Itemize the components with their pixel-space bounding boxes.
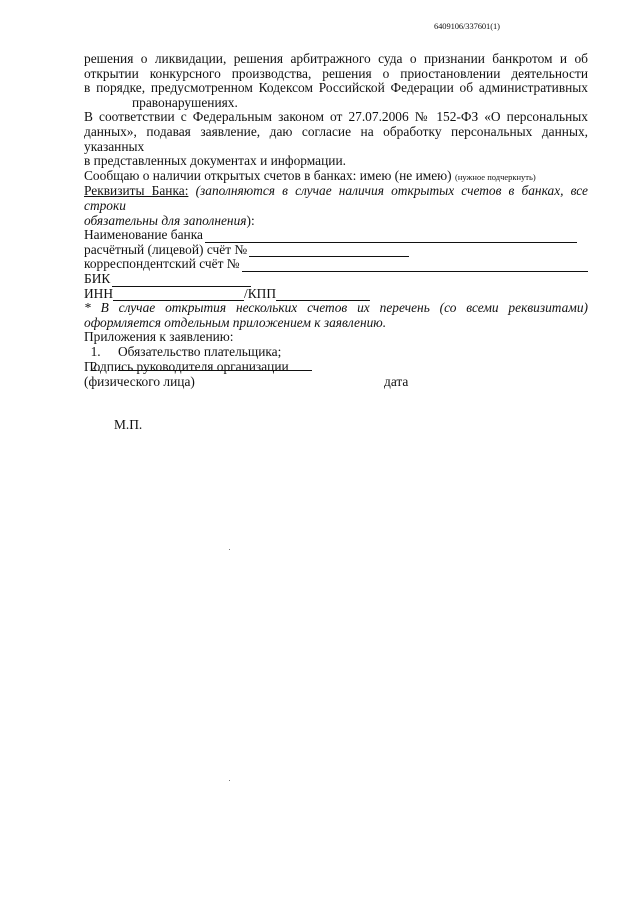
attachment-item [104,345,588,360]
account-label: расчётный (лицевой) счёт № [84,241,248,257]
inn-label: ИНН [84,285,114,301]
corr-account-label: корреспондентский счёт № [84,256,240,272]
bank-name-label: Наименование банка [84,227,203,243]
footnote-line: * В случае открытия нескольких счетов их перечень (со всеми реквизитами) [84,300,588,316]
bank-details [84,184,588,301]
signature-sublabel: (физического лица) [84,373,195,389]
date-label: дата [384,373,409,389]
document-body [84,52,588,375]
accounts-statement [84,169,588,185]
footnote [84,301,588,330]
bank-name-row [84,228,588,243]
signature-block [84,360,588,389]
bank-name-field[interactable] [205,231,577,243]
paragraph-line: в представленных документах и информации. [84,153,346,169]
account-field[interactable] [249,245,409,257]
bank-heading-line [84,184,588,213]
paragraph-line: В соответствии с Федеральным законом от 27.07.2006 № 152-ФЗ «О персональных [84,109,588,125]
liquidation-paragraph [84,52,588,110]
paragraph-line: данных», подавая заявление, даю согласие на обработку персональных данных, указанных [84,123,588,154]
corr-account-row [84,257,588,272]
scan-speck [229,780,230,781]
kpp-label: /КПП [244,285,277,301]
bank-hint-tail: ): [246,212,255,228]
bik-field[interactable] [112,275,251,287]
signature-line-row [84,375,588,390]
accounts-text[interactable]: Сообщаю о наличии открытых счетов в банках: имею (не имею) [84,167,452,183]
personal-data-paragraph [84,110,588,168]
paragraph-line: правонарушениях. [132,94,238,110]
bank-hint: (заполняются в случае наличия открытых счетов в банках, все строки [84,183,588,213]
signature-label: Подпись руководителя организации [84,359,289,374]
inn-kpp-row [84,287,588,302]
bik-row [84,272,588,287]
stamp-placeholder: М.П. [114,417,143,432]
paragraph-line: открытии конкурсного производства, решения о приостановлении деятельности [84,65,588,81]
corr-account-field[interactable] [242,260,588,272]
paragraph-line: решения о ликвидации, решения арбитражного суда о признании банкротом и об [84,51,588,66]
document-id: 6409106/337601(1) [434,21,500,31]
account-row [84,243,588,258]
bank-hint-line [84,214,588,229]
attachment-item-text: Обязательство плательщика; [118,343,282,359]
attachments-title: Приложения к заявлению: [84,329,234,345]
bik-label: БИК [84,270,111,286]
footnote-line: оформляется отдельным приложением к заявлению. [84,314,387,330]
bank-heading: Реквизиты Банка: [84,183,189,199]
accounts-note: (нужное подчеркнуть) [455,171,536,182]
scan-speck [229,549,230,550]
paragraph-line: в порядке, предусмотренном Кодексом Российской Федерации об административных [84,80,588,96]
bank-hint-continued: обязательны для заполнения [84,212,247,228]
